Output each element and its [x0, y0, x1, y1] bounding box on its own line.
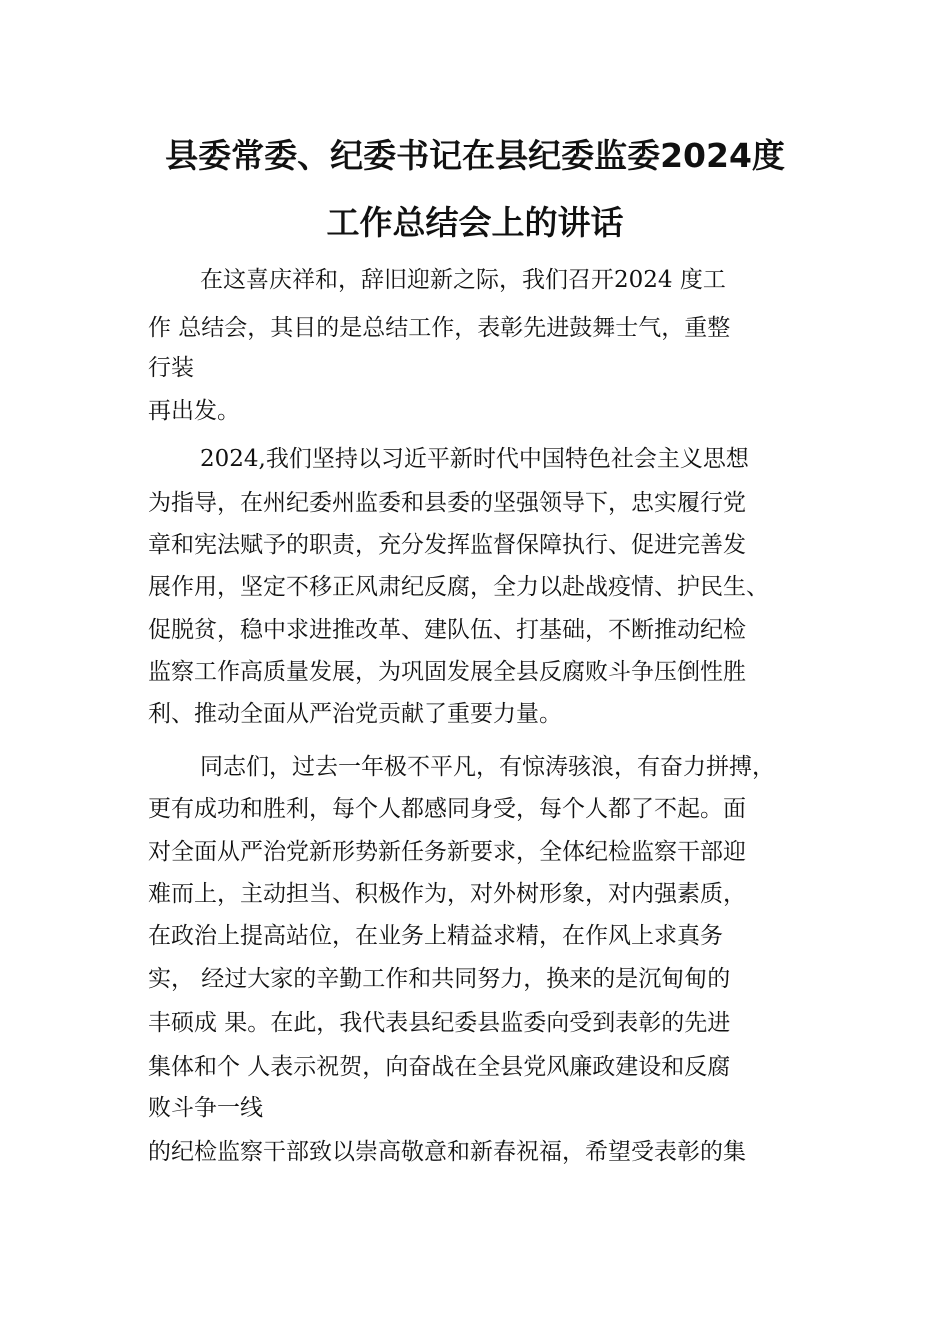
paragraph-line: 再出发。	[148, 398, 240, 424]
paragraph-line: 展作用，坚定不移正风肃纪反腐，全力以赴战疫情、护民生、	[148, 574, 769, 600]
paragraph-line: 同志们，过去一年极不平凡，有惊涛骇浪，有奋力拼搏，	[200, 754, 775, 780]
paragraph-line: 监察工作高质量发展，为巩固发展全县反腐败斗争压倒性胜	[148, 659, 746, 685]
paragraph-line: 难而上，主动担当、积极作为，对外树形象，对内强素质，	[148, 881, 746, 907]
title-line-2: 工作总结会上的讲话	[326, 203, 624, 242]
title-line-1: 县委常委、纪委书记在县纪委监委2024度	[165, 136, 785, 175]
paragraph-line: 丰硕成 果。在此，我代表县纪委县监委向受到表彰的先进	[148, 1010, 731, 1036]
paragraph-line: 对全面从严治党新形势新任务新要求，全体纪检监察干部迎	[148, 839, 746, 865]
paragraph-line: 败斗争一线	[148, 1095, 263, 1121]
paragraph-line: 为指导，在州纪委州监委和县委的坚强领导下，忠实履行党	[148, 490, 746, 516]
paragraph-line: 的纪检监察干部致以崇高敬意和新春祝福，希望受表彰的集	[148, 1139, 746, 1165]
paragraph-line: 在这喜庆祥和，辞旧迎新之际，我们召开2024 度工	[200, 267, 726, 293]
paragraph-line: 更有成功和胜利，每个人都感同身受，每个人都了不起。面	[148, 796, 746, 822]
paragraph-line: 2024,我们坚持以习近平新时代中国特色社会主义思想	[200, 446, 749, 472]
paragraph-line: 促脱贫，稳中求进推改革、建队伍、打基础，不断推动纪检	[148, 617, 746, 643]
paragraph-line: 作 总结会，其目的是总结工作，表彰先进鼓舞士气，重整	[148, 315, 731, 341]
paragraph-line: 在政治上提高站位，在业务上精益求精，在作风上求真务	[148, 923, 723, 949]
paragraph-line: 行装	[148, 355, 194, 381]
paragraph-line: 集体和个 人表示祝贺，向奋战在全县党风廉政建设和反腐	[148, 1054, 731, 1080]
paragraph-line: 章和宪法赋予的职责，充分发挥监督保障执行、促进完善发	[148, 532, 746, 558]
paragraph-line: 实， 经过大家的辛勤工作和共同努力，换来的是沉甸甸的	[148, 966, 731, 992]
paragraph-line: 利、推动全面从严治党贡献了重要力量。	[148, 701, 562, 727]
